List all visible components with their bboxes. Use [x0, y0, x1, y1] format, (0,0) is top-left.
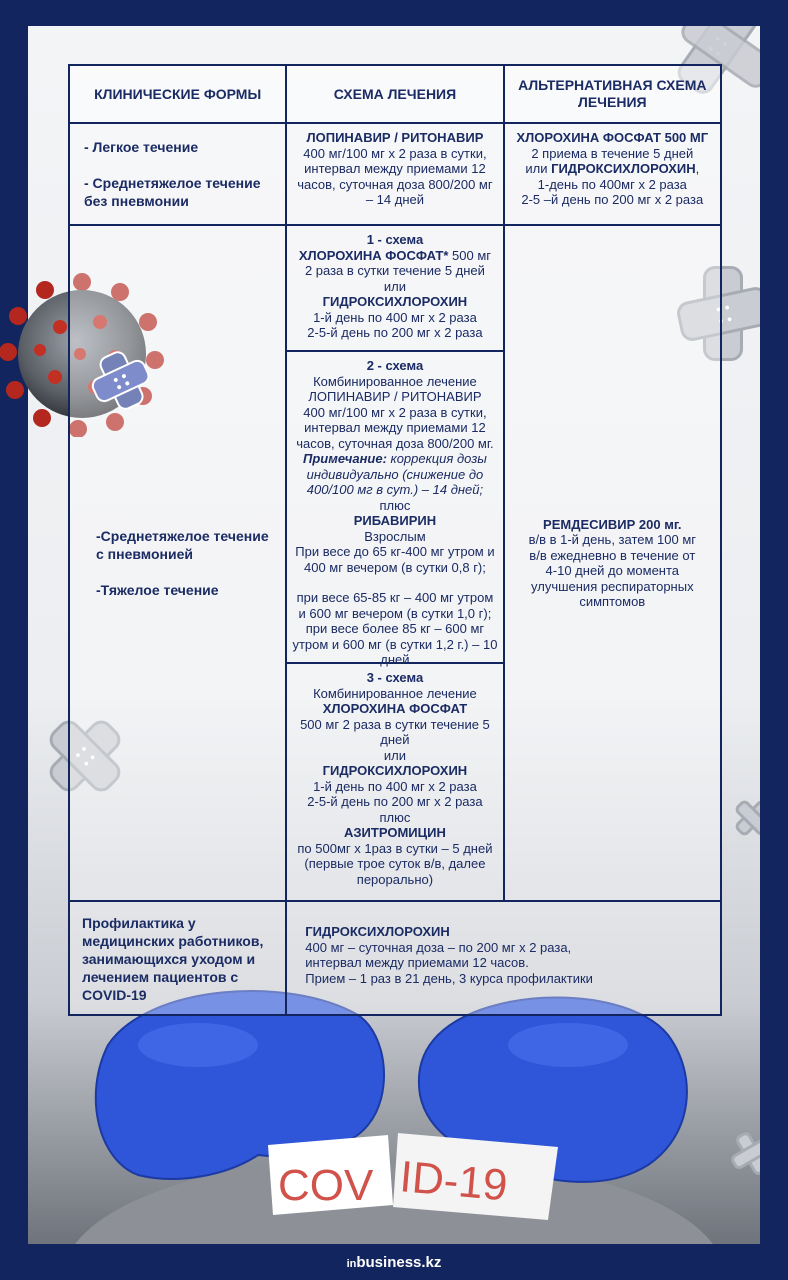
- form-moderate: - Среднетяжелое течение без пневмонии: [84, 175, 261, 209]
- row3-line1: 400 мг – суточная доза – по 200 мг х 2 раза,: [305, 939, 572, 955]
- scheme-2-adults: Взрослым: [364, 528, 426, 544]
- scheme-2-line2: ЛОПИНАВИР / РИТОНАВИР: [308, 389, 482, 404]
- brand-logo: [0, 1254, 788, 1271]
- scheme-1-line1: 2 раза в сутки течение 5 дней: [304, 263, 485, 278]
- brand-prefix: in: [346, 1258, 357, 1270]
- scheme-1: [287, 226, 502, 350]
- scheme-1-or: или: [383, 278, 406, 294]
- scheme-2-line1: Комбинированное лечение: [313, 373, 477, 389]
- scheme-1-line2: 1-й день по 400 мг х 2 раза: [313, 309, 477, 325]
- form-mild: - Легкое течение: [84, 139, 199, 155]
- row1-forms: [69, 123, 286, 225]
- scheme-1-line3: 2-5-й день по 200 мг х 2 раза: [307, 325, 483, 340]
- row1-alt: [504, 123, 721, 225]
- row1-alt-line2: 1-день по 400мг х 2 раза: [537, 176, 687, 192]
- brand-name: business.kz: [356, 1254, 442, 1271]
- row3-drug: ГИДРОКСИХЛОРОХИН: [305, 924, 450, 939]
- header-clinical-forms: КЛИНИЧЕСКИЕ ФОРМЫ: [69, 65, 286, 123]
- scheme-3-drug2: ГИДРОКСИХЛОРОХИН: [322, 763, 468, 778]
- scheme-3-line2: 500 мг 2 раза в сутки течение 5 дней: [300, 716, 490, 747]
- header-treatment: СХЕМА ЛЕЧЕНИЯ: [286, 65, 503, 123]
- scheme-3-line5: по 500мг х 1раз в сутки – 5 дней (первые трое суток в/в, далее перорально): [297, 840, 493, 887]
- scheme-2-weight3: при весе более 85 кг – 600 мг утром и 600 мг (в сутки 1,2 г.) – 10 дней: [292, 621, 498, 667]
- row1-alt-drug: ХЛОРОХИНА ФОСФАТ 500 МГ: [516, 130, 709, 145]
- scheme-3-drug: ХЛОРОХИНА ФОСФАТ: [322, 701, 468, 716]
- scheme-3-line1: Комбинированное лечение: [313, 685, 477, 701]
- scheme-1-title: 1 - схема: [366, 232, 424, 247]
- scheme-3-line3: 1-й день по 400 мг х 2 раза: [313, 778, 477, 794]
- scheme-2: [287, 350, 502, 667]
- row3-form: [69, 901, 286, 1015]
- scheme-2-weight2: при весе 65-85 кг – 400 мг утром и 600 мг вечером (в сутки 1,0 г);: [296, 590, 494, 621]
- treatment-table: [68, 64, 722, 1016]
- scheme-2-note: Примечание: коррекция дозы индивидуально (снижение до 400/100 мг в сут.) – 14 дней;: [303, 451, 487, 497]
- table-row: [69, 225, 721, 901]
- scheme-1-drug: ХЛОРОХИНА ФОСФАТ* 500 мг: [298, 247, 491, 263]
- scheme-2-weight1: При весе до 65 кг-400 мг утром и 400 мг вечером (в сутки 0,8 г);: [295, 544, 495, 575]
- paper-right-text: ID-19: [397, 1152, 510, 1211]
- row1-alt-line1: 2 приема в течение 5 дней: [531, 145, 694, 161]
- form-severe: -Тяжелое течение: [96, 582, 219, 598]
- scheme-3-plus: плюс: [379, 809, 411, 825]
- row2-treatment: [286, 225, 503, 901]
- scheme-3-or: или: [383, 747, 406, 763]
- row1-alt-line3: 2-5 –й день по 200 мг х 2 раза: [521, 192, 704, 207]
- row1-alt-line-or: или ГИДРОКСИХЛОРОХИН,: [525, 161, 700, 176]
- bandage-icon: [733, 798, 760, 838]
- header-alt-treatment: АЛЬТЕРНАТИВНАЯ СХЕМА ЛЕЧЕНИЯ: [504, 65, 721, 123]
- table-row: [69, 901, 721, 1015]
- row2-alt-text: в/в в 1-й день, затем 100 мг в/в ежедневно в течение от 4-10 дней до момента улучшения респираторных симптомов: [528, 532, 697, 609]
- row3-line3: Прием – 1 раз в 21 день, 3 курса профилактики: [305, 970, 593, 986]
- scheme-3: [287, 662, 502, 900]
- scheme-3-line4: 2-5-й день по 200 мг х 2 раза: [307, 794, 483, 809]
- scheme-3-drug3: АЗИТРОМИЦИН: [344, 825, 446, 840]
- form-moderate-pneumonia: -Среднетяжелое течение с пневмонией: [96, 528, 269, 562]
- row1-treatment: [286, 123, 503, 225]
- scheme-2-plus: плюс: [379, 497, 411, 513]
- scheme-2-drug: РИБАВИРИН: [353, 513, 437, 528]
- row3-treatment: [286, 901, 721, 1015]
- row3-line2: интервал между приемами 12 часов.: [305, 955, 529, 970]
- scheme-2-title: 2 - схема: [366, 358, 424, 373]
- form-prophylaxis: Профилактика у медицинских работников, занимающихся уходом и лечением пациентов с COVID-19: [82, 915, 264, 1003]
- scheme-2-line3: 400 мг/100 мг х 2 раза в сутки, интервал между приемами 12 часов, суточная доза 800/200 мг.: [296, 404, 494, 451]
- row2-forms: [69, 225, 286, 901]
- scheme-3-title: 3 - схема: [366, 670, 424, 685]
- paper-left-text: COV: [278, 1161, 374, 1210]
- table-header-row: [69, 65, 721, 123]
- row2-alt-drug: РЕМДЕСИВИР 200 мг.: [543, 516, 682, 532]
- row1-dose: 400 мг/100 мг х 2 раза в сутки, интервал между приемами 12 часов, суточная доза 800/200 мг – 14 дней: [297, 145, 493, 207]
- row1-drug: ЛОПИНАВИР / РИТОНАВИР: [306, 130, 484, 145]
- scheme-1-drug2: ГИДРОКСИХЛОРОХИН: [322, 294, 468, 309]
- row2-alt: [504, 225, 721, 901]
- table-row: [69, 123, 721, 225]
